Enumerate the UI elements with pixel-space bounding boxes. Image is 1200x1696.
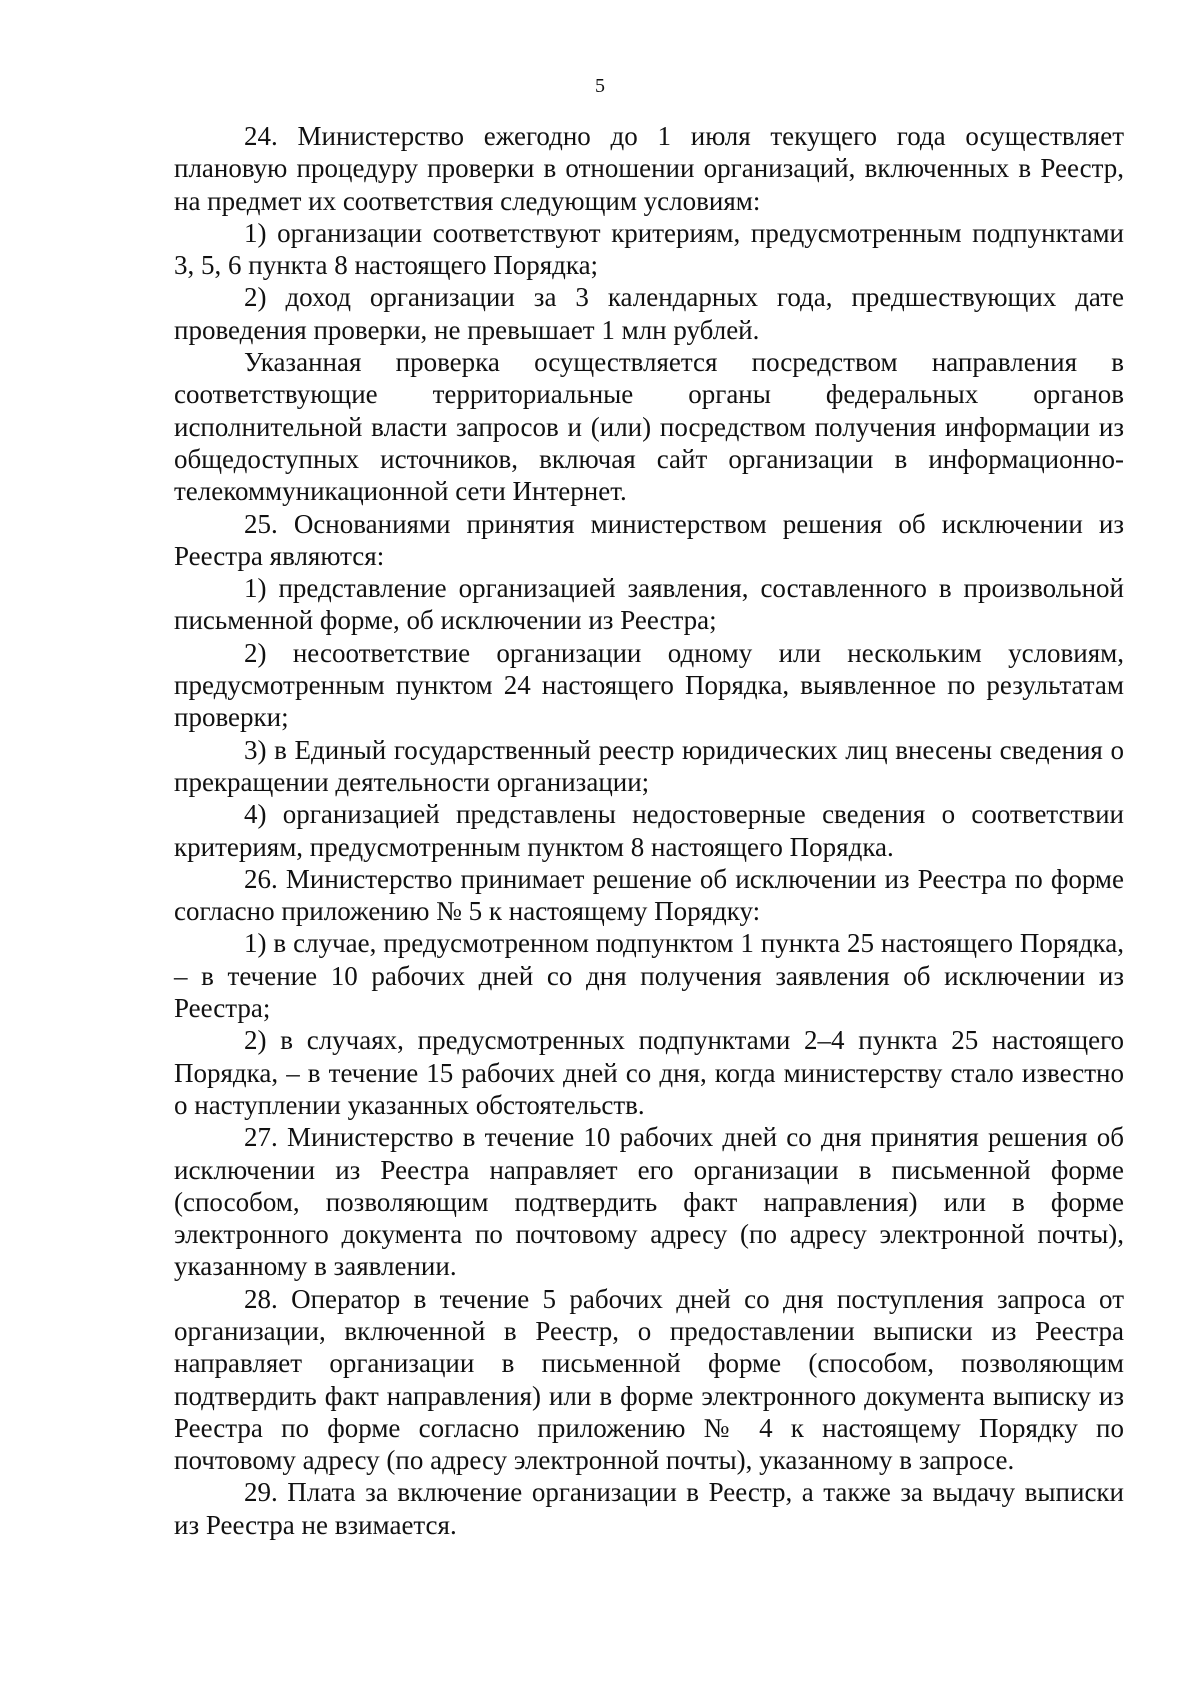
paragraph-25-item-2: 2) несоответствие организации одному или нескольким условиям, предусмотренным пунктом 24 настоящего Порядка, выявленное по результатам проверки;: [174, 637, 1124, 733]
paragraph-24: 24. Министерство ежегодно до 1 июля текущего года осуществляет плановую процедуру проверки в отношении организаций, включенных в Реестр, на предмет их соответствия следующим условиям:: [174, 121, 1124, 216]
paragraph-24-item-1: 1) организации соответствуют критериям, предусмотренным подпунктами 3, 5, 6 пункта 8 настоящего Порядка;: [174, 217, 1124, 281]
paragraph-24-item-2: 2) доход организации за 3 календарных года, предшествующих дате проведения проверки, не превышает 1 млн рублей.: [174, 282, 1124, 345]
paragraph-29: 29. Плата за включение организации в Реестр, а также за выдачу выписки из Реестра не взимается.: [174, 1477, 1124, 1540]
paragraph-25: 25. Основаниями принятия министерством решения об исключении из Реестра являются:: [174, 508, 1124, 571]
paragraph-25-item-1: 1) представление организацией заявления, составленного в произвольной письменной форме, об исключении из Реестра;: [174, 573, 1124, 636]
paragraph-27: 27. Министерство в течение 10 рабочих дней со дня принятия решения об исключении из Реестра направляет его организации в письменной форме (способом, позволяющим подтвердить факт направления) или в форме электронного документа по почтовому адресу (по адресу электронной почты), указанному в заявлении.: [174, 1122, 1124, 1282]
document-body: [174, 120, 1124, 1541]
paragraph-24-check-method: Указанная проверка осуществляется посредством направления в соответствующие территориальные органы федеральных органов исполнительной власти запросов и (или) посредством получения информации из общедоступных источников, включая сайт организации в информационно-телекоммуникационной сети Интернет.: [174, 347, 1124, 507]
paragraph-26-item-1: 1) в случае, предусмотренном подпунктом 1 пункта 25 настоящего Порядка, – в течение 10 рабочих дней со дня получения заявления об исключении из Реестра;: [174, 928, 1124, 1024]
paragraph-28: 28. Оператор в течение 5 рабочих дней со дня поступления запроса от организации, включенной в Реестр, о предоставлении выписки из Реестра направляет организации в письменной форме (способом, позволяющим подтвердить факт направления) или в форме электронного документа выписку из Реестра по форме согласно приложению № 4 к настоящему Порядку по почтовому адресу (по адресу электронной почты), указанному в запросе.: [174, 1283, 1124, 1476]
paragraph-25-item-3: 3) в Единый государственный реестр юридических лиц внесены сведения о прекращении деятельности организации;: [174, 734, 1124, 797]
page-number: 5: [595, 75, 605, 97]
paragraph-26: 26. Министерство принимает решение об исключении из Реестра по форме согласно приложению № 5 к настоящему Порядку:: [174, 863, 1124, 927]
paragraph-25-item-4: 4) организацией представлены недостоверные сведения о соответствии критериям, предусмотренным пунктом 8 настоящего Порядка.: [174, 799, 1124, 862]
paragraph-26-item-2: 2) в случаях, предусмотренных подпунктами 2–4 пункта 25 настоящего Порядка, – в течение 15 рабочих дней со дня, когда министерству стало известно о наступлении указанных обстоятельств.: [174, 1025, 1124, 1120]
